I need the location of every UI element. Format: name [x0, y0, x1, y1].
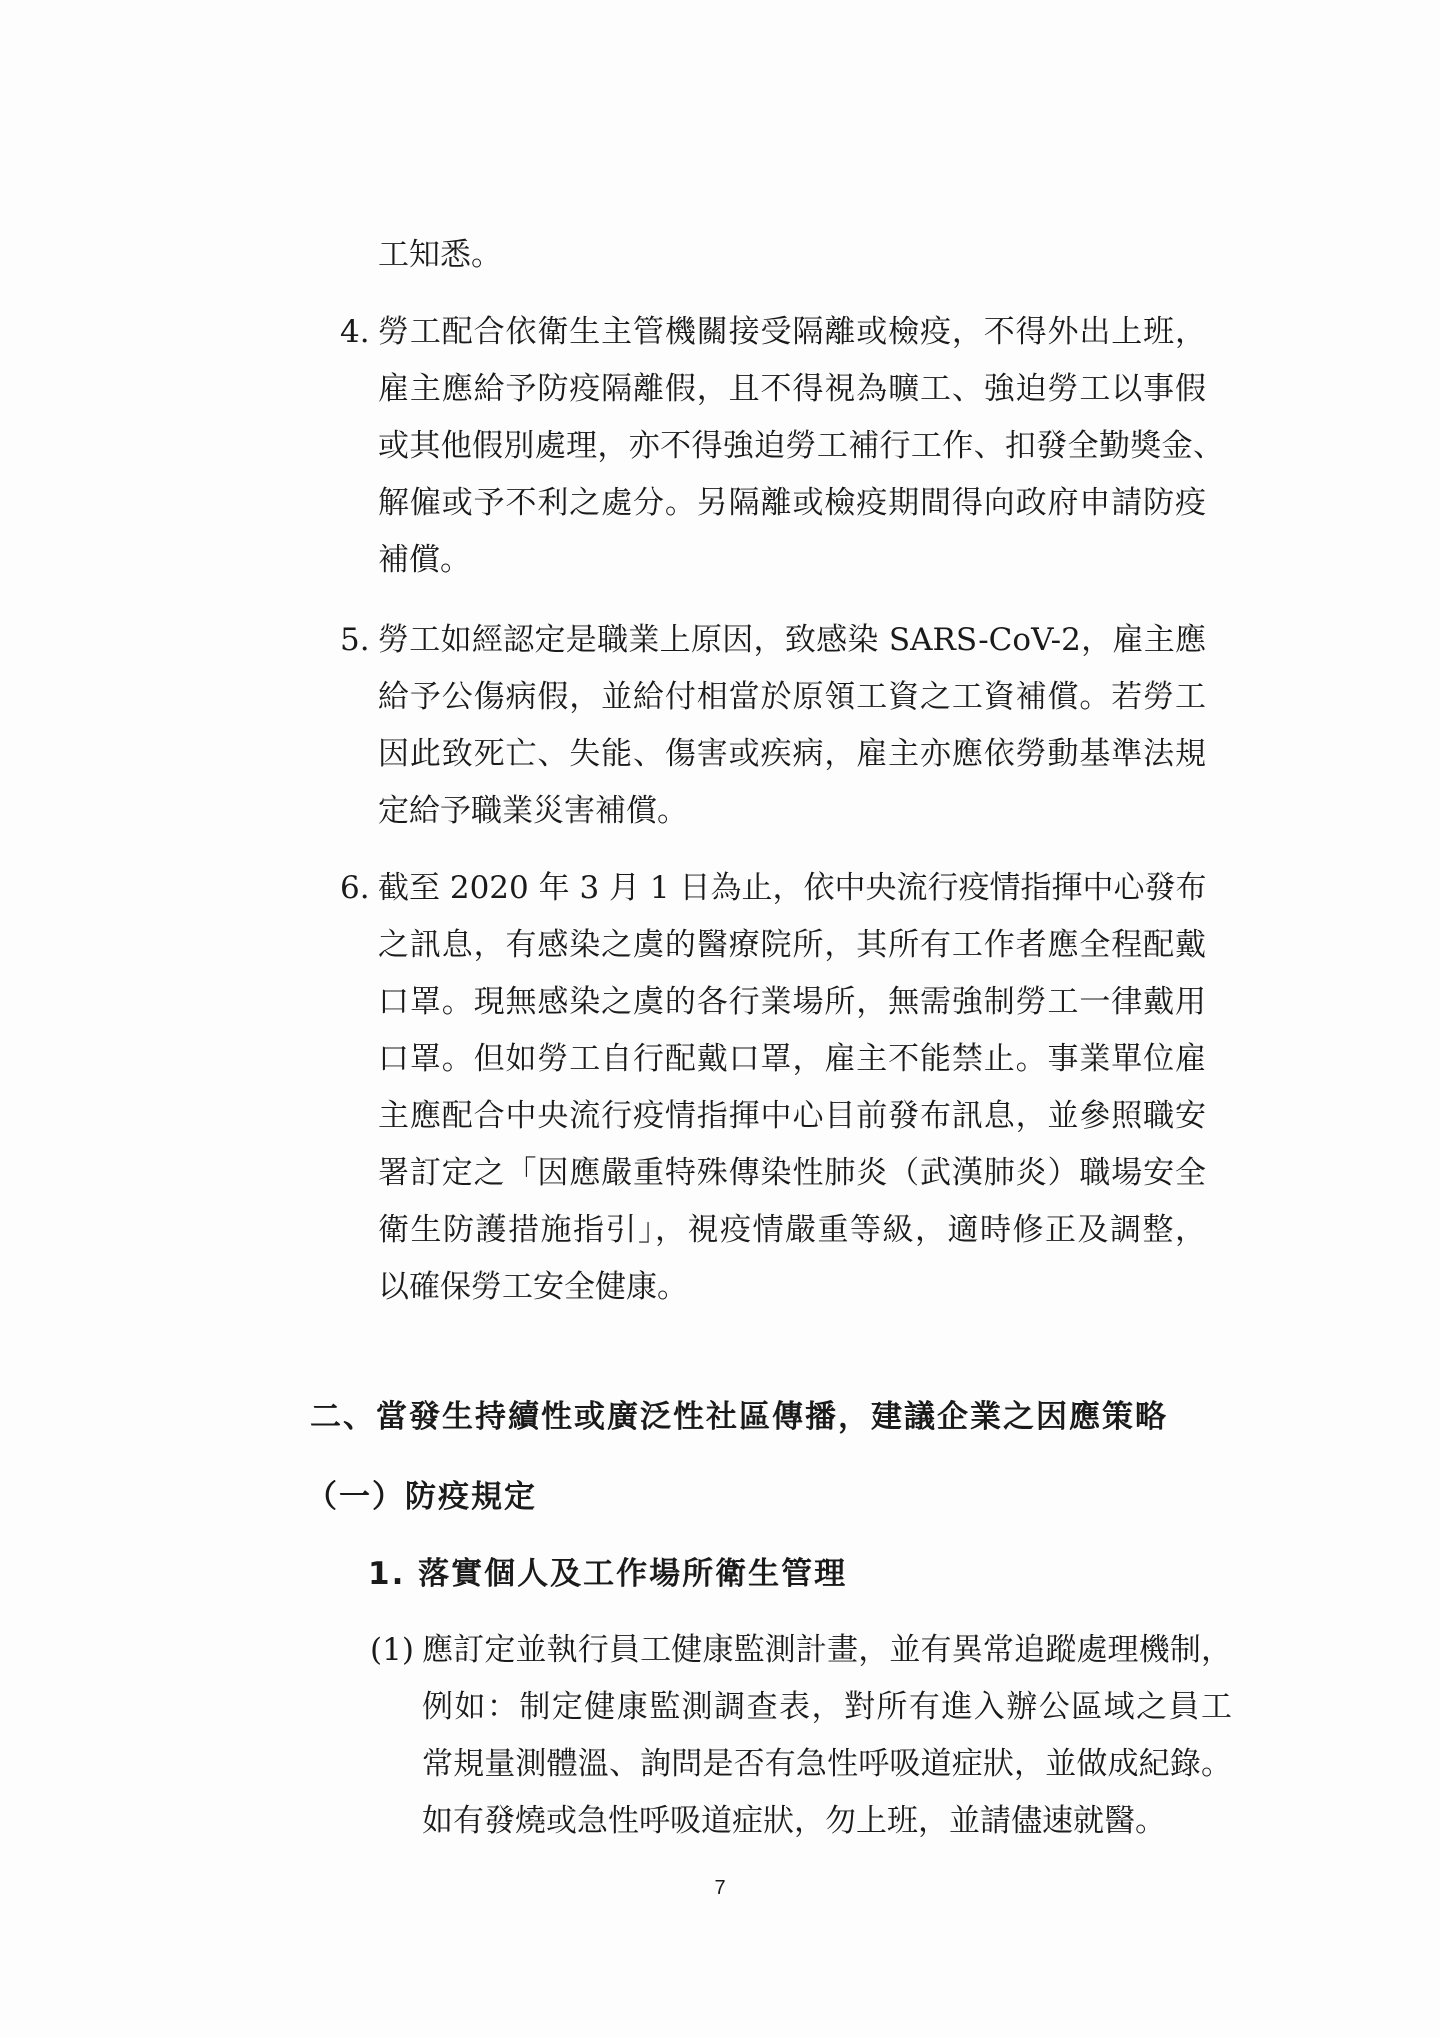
sub-item-line: 應訂定並執行員工健康監測計畫，並有異常追蹤處理機制，	[422, 1632, 1232, 1668]
item-line: 或其他假別處理，亦不得強迫勞工補行工作、扣發全勤獎金、	[378, 428, 1224, 464]
item-line: 之訊息，有感染之虞的醫療院所，其所有工作者應全程配戴	[378, 927, 1206, 963]
subsubsection-heading: 1. 落實個人及工作場所衛生管理	[368, 1556, 848, 1592]
item-line: 口罩。但如勞工自行配戴口罩，雇主不能禁止。事業單位雇	[378, 1041, 1206, 1077]
item-line: 補償。	[378, 542, 471, 578]
item-line: 解僱或予不利之處分。另隔離或檢疫期間得向政府申請防疫	[378, 485, 1206, 521]
item-number: 6.	[340, 870, 370, 906]
item-line: 截至 2020 年 3 月 1 日為止，依中央流行疫情指揮中心發布	[378, 870, 1207, 906]
section-heading: 二、當發生持續性或廣泛性社區傳播，建議企業之因應策略	[310, 1399, 1168, 1435]
sub-item-number: (1)	[370, 1632, 414, 1668]
item-line: 勞工如經認定是職業上原因，致感染 SARS-CoV-2，雇主應	[378, 622, 1206, 658]
item-line: 口罩。現無感染之虞的各行業場所，無需強制勞工一律戴用	[378, 984, 1206, 1020]
item-line: 以確保勞工安全健康。	[378, 1269, 688, 1305]
item-number: 5.	[340, 622, 370, 658]
item-line: 勞工配合依衛生主管機關接受隔離或檢疫，不得外出上班，	[378, 314, 1206, 350]
sub-item-line: 如有發燒或急性呼吸道症狀，勿上班，並請儘速就醫。	[422, 1803, 1166, 1839]
page-number: 7	[714, 1877, 726, 1899]
item-line: 雇主應給予防疫隔離假，且不得視為曠工、強迫勞工以事假	[378, 371, 1206, 407]
item-line: 主應配合中央流行疫情指揮中心目前發布訊息，並參照職安	[378, 1098, 1206, 1134]
sub-item-line: 常規量測體溫、詢問是否有急性呼吸道症狀，並做成紀錄。	[422, 1746, 1232, 1782]
item-line: 定給予職業災害補償。	[378, 793, 688, 829]
carry-over-line: 工知悉。	[378, 237, 502, 273]
item-line: 給予公傷病假，並給付相當於原領工資之工資補償。若勞工	[378, 679, 1206, 715]
subsection-heading: （一）防疫規定	[306, 1479, 537, 1515]
sub-item-line: 例如：制定健康監測調查表，對所有進入辦公區域之員工	[422, 1689, 1232, 1725]
item-line: 署訂定之「因應嚴重特殊傳染性肺炎（武漢肺炎）職場安全	[378, 1155, 1206, 1191]
item-line: 衛生防護措施指引」，視疫情嚴重等級，適時修正及調整，	[378, 1212, 1206, 1248]
item-line: 因此致死亡、失能、傷害或疾病，雇主亦應依勞動基準法規	[378, 736, 1206, 772]
item-number: 4.	[340, 314, 370, 350]
